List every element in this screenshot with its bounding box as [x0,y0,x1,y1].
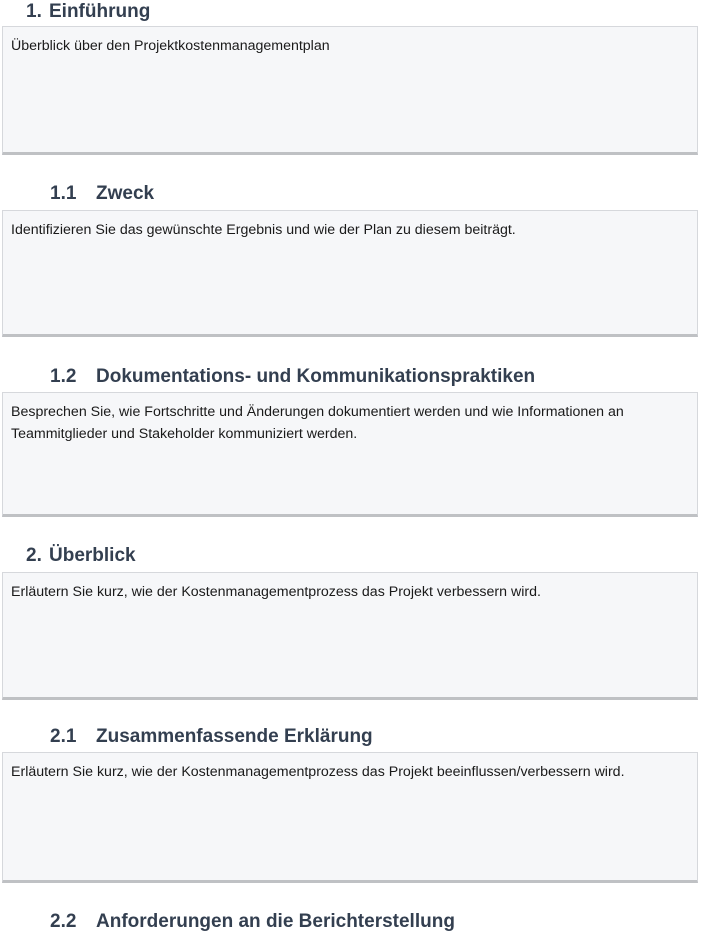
section-title: Dokumentations- und Kommunikationspraktiken [96,366,536,387]
section-number: 2.2 [50,911,77,932]
text-field-zweck[interactable]: Identifizieren Sie das gewünschte Ergebnis und wie der Plan zu diesem beiträgt. [2,210,698,337]
section-title: Überblick [49,545,136,566]
section-number: 1. [26,1,42,22]
section-title: Anforderungen an die Berichterstellung [96,911,455,932]
section-title: Einführung [49,1,151,22]
section-number: 1.1 [50,183,77,204]
text-field-zusammenfassende-erklaerung[interactable]: Erläutern Sie kurz, wie der Kostenmanagementprozess das Projekt beeinflussen/verbessern wird. [2,752,698,883]
text-field-dokumentation[interactable]: Besprechen Sie, wie Fortschritte und Änderungen dokumentiert werden und wie Informationen an Teammitglieder und Stakeholder kommuniziert werden. [2,392,698,517]
text-field-einfuehrung[interactable]: Überblick über den Projektkostenmanagementplan [2,26,698,155]
section-title: Zweck [96,183,155,204]
section-number: 1.2 [50,366,77,387]
section-title: Zusammenfassende Erklärung [96,726,373,747]
section-number: 2.1 [50,726,77,747]
section-number: 2. [26,545,42,566]
text-field-ueberblick[interactable]: Erläutern Sie kurz, wie der Kostenmanagementprozess das Projekt verbessern wird. [2,572,698,700]
